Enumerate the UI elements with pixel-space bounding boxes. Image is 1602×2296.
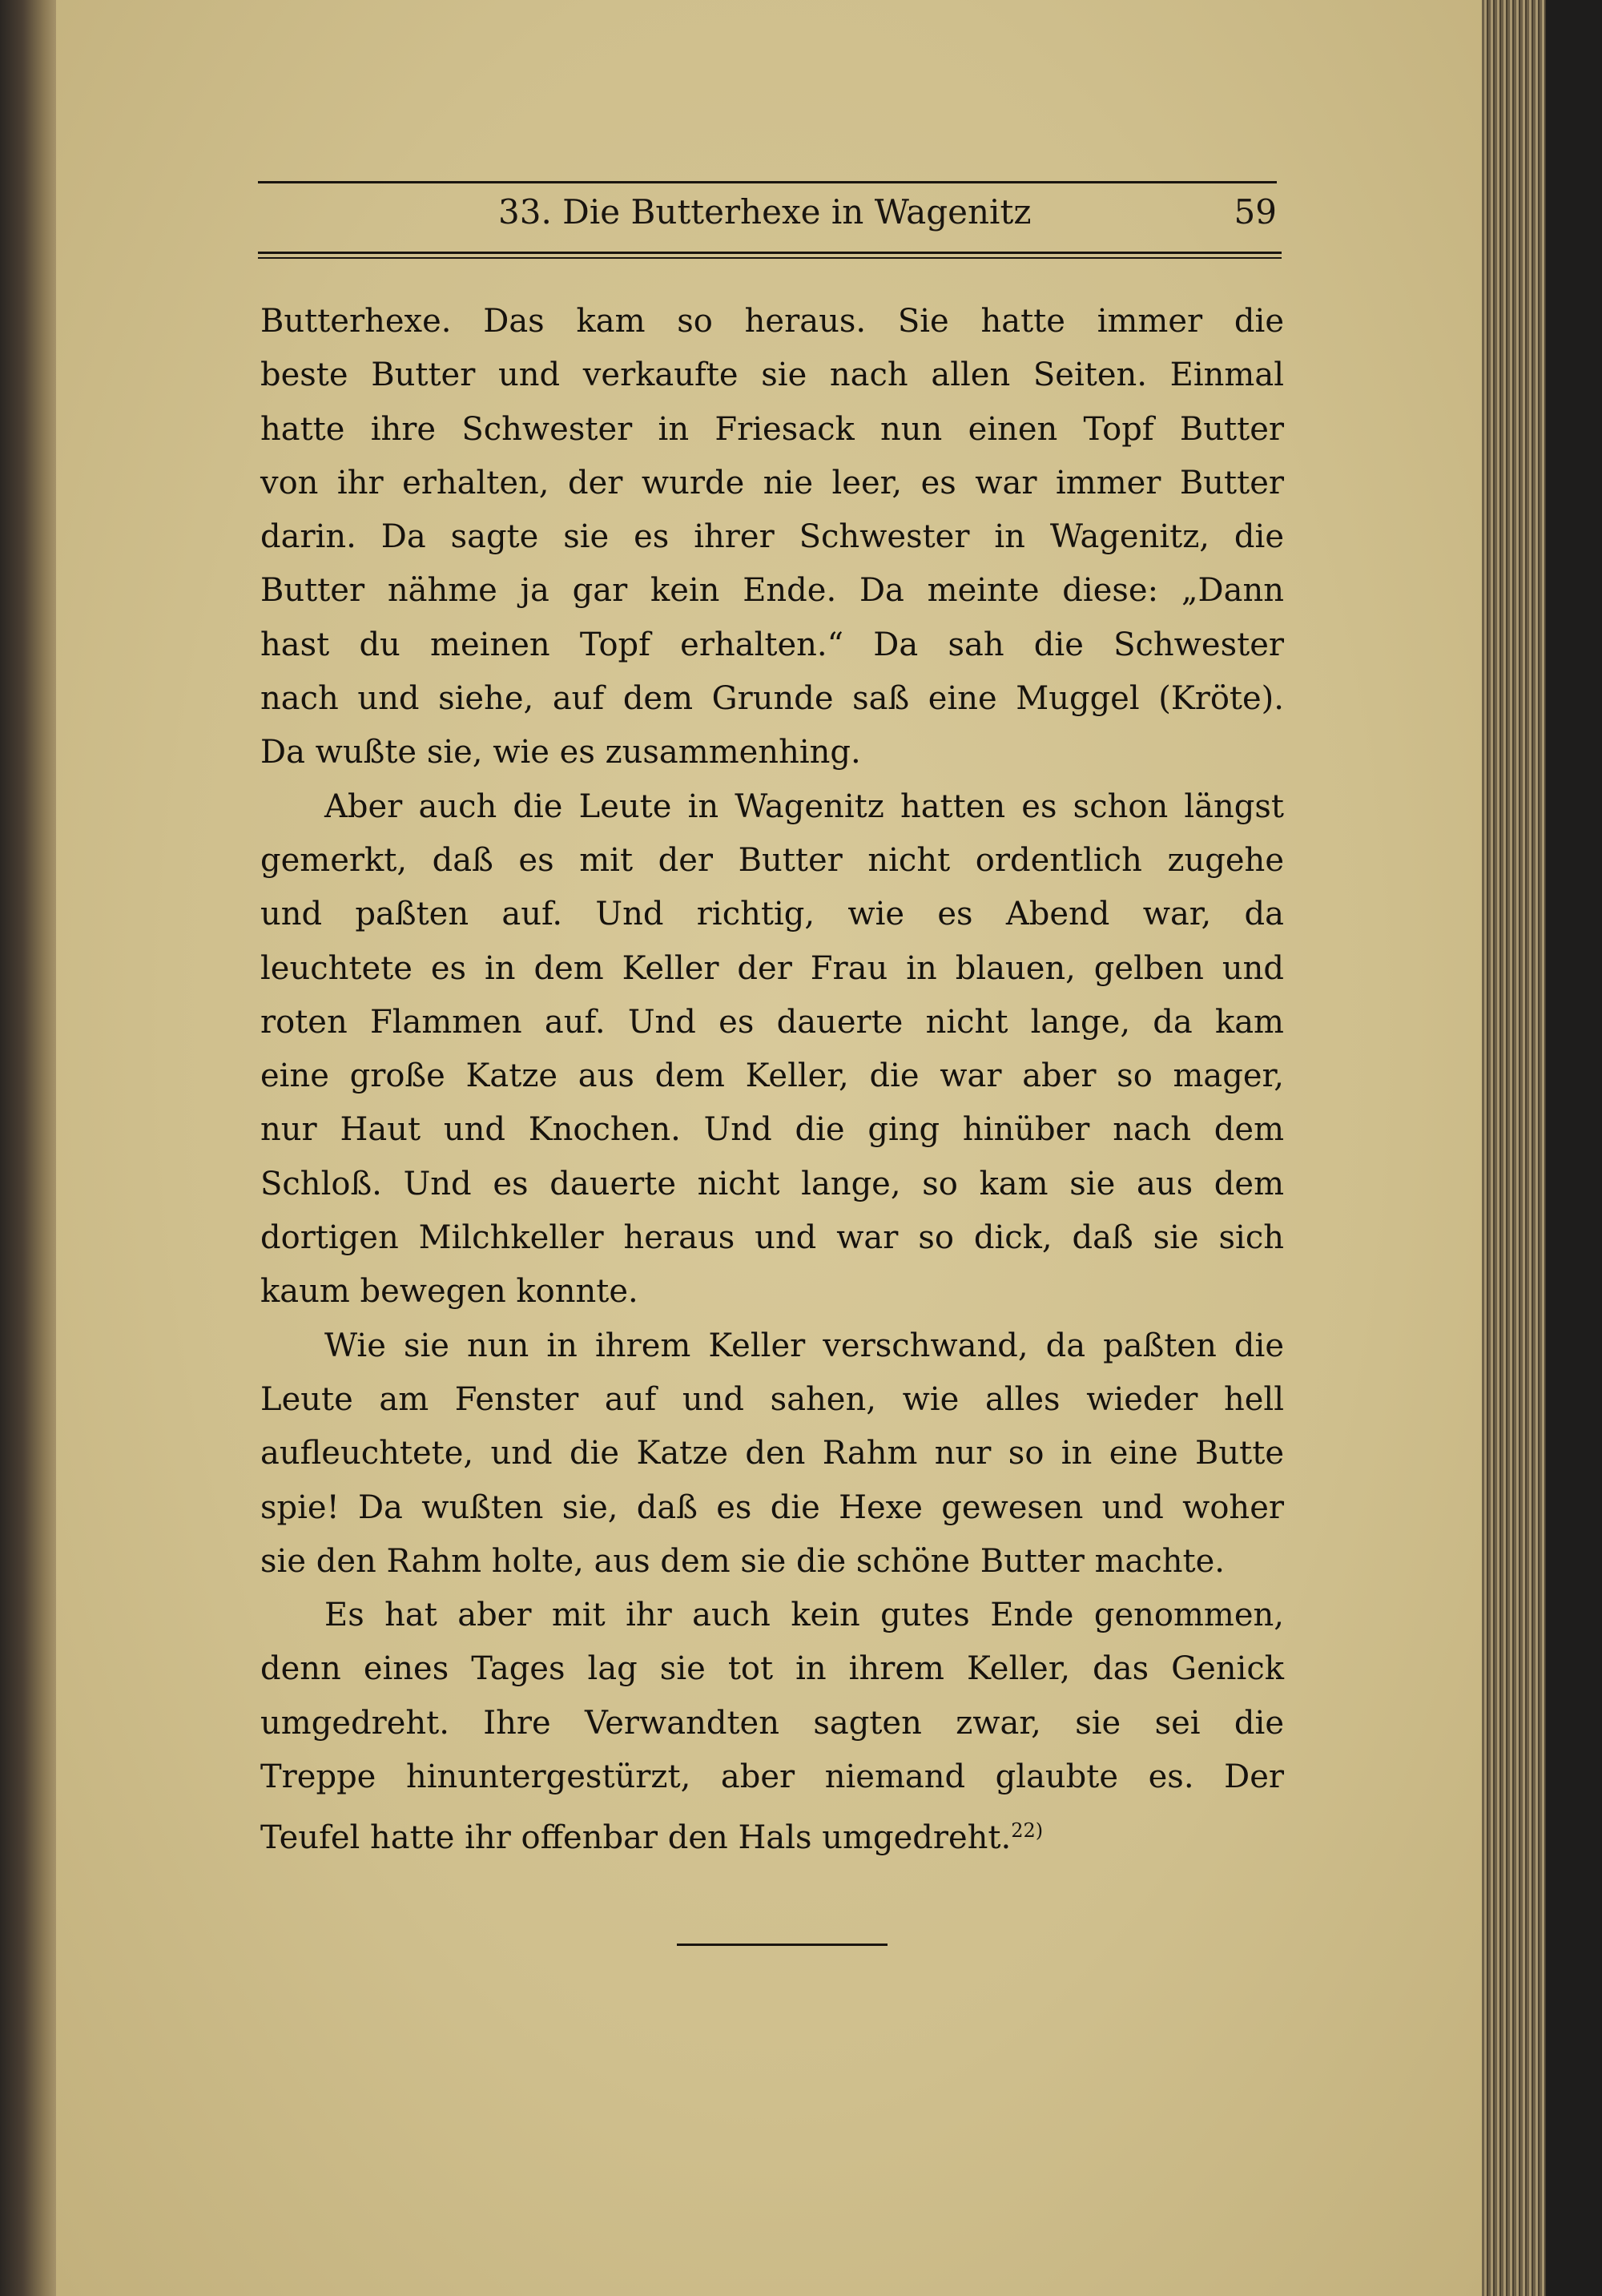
text-line [260,1804,1284,1858]
text-line [260,1211,1284,1265]
text-line [260,834,1284,888]
page-edges [1482,0,1602,2296]
text-line [260,1535,1284,1589]
text-line [260,564,1284,618]
line-text: denn eines Tages lag sie tot in ihrem Keller, das Genick [260,1650,1284,1688]
text-line [260,1049,1284,1103]
header-rule [258,181,1277,183]
text-line [260,403,1284,457]
book-spine [0,0,64,2296]
line-text: hast du meinen Topf erhalten.“ Da sah die Schwester [260,626,1284,663]
line-text: Butterhexe. Das kam so heraus. Sie hatte immer die [260,303,1284,340]
text-line [260,1427,1284,1480]
text-line [260,348,1284,402]
text-line [260,1103,1284,1157]
text-line [260,1481,1284,1535]
text-line [260,1697,1284,1750]
line-text: gemerkt, daß es mit der Butter nicht ordentlich zugehe [260,841,1284,879]
text-line [260,1158,1284,1211]
paragraph [260,1589,1284,1858]
line-text: Da wußte sie, wie es zusammenhing. [260,734,861,771]
line-text: Es hat aber mit ihr auch kein gutes Ende genommen, [324,1597,1284,1634]
line-text: und paßten auf. Und richtig, wie es Abend war, da [260,896,1284,933]
running-header [258,192,1277,240]
line-text: Treppe hinuntergestürzt, aber niemand glaubte es. Der [260,1758,1284,1796]
line-text: Leute am Fenster auf und sahen, wie alles wieder hell [260,1380,1284,1418]
line-text: umgedreht. Ihre Verwandten sagten zwar, sie sei die [260,1704,1284,1742]
text-line [260,1265,1284,1319]
text-line [260,888,1284,941]
line-text: roten Flammen auf. Und es dauerte nicht lange, da kam [260,1003,1284,1041]
line-text: Teufel hatte ihr offenbar den Hals umgedreht. [260,1819,1012,1857]
end-rule [677,1944,888,1946]
header-double-rule [258,252,1282,259]
line-text: spie! Da wußten sie, daß es die Hexe gewesen und woher [260,1488,1284,1526]
line-text: leuchtete es in dem Keller der Frau in blauen, gelben und [260,949,1284,987]
text-line [260,510,1284,564]
line-text: Schloß. Und es dauerte nicht lange, so kam sie aus dem [260,1165,1284,1202]
body-text [260,295,1284,1859]
footnote-reference: 22) [1011,1819,1044,1843]
text-line [260,996,1284,1049]
text-line [260,1750,1284,1804]
paragraph [260,780,1284,1319]
line-text: nach und siehe, auf dem Grunde saß eine Muggel (Kröte). [260,680,1284,718]
text-line [260,1319,1284,1373]
line-text: Aber auch die Leute in Wagenitz hatten es schon längst [324,787,1284,825]
line-text: kaum bewegen konnte. [260,1273,638,1311]
line-text: aufleuchtete, und die Katze den Rahm nur so in eine Butte [260,1435,1284,1472]
line-text: eine große Katze aus dem Keller, die war aber so mager, [260,1057,1284,1095]
text-line [260,1373,1284,1427]
text-line [260,1642,1284,1696]
paragraph [260,1319,1284,1589]
text-line [260,618,1284,672]
line-text: nur Haut und Knochen. Und die ging hinüber nach dem [260,1111,1284,1149]
line-text: Butter nähme ja gar kein Ende. Da meinte diese: „Dann [260,572,1284,610]
page-number: 59 [1234,192,1277,232]
text-line [260,672,1284,726]
text-line [260,1589,1284,1642]
text-line [260,726,1284,779]
text-line [260,780,1284,834]
line-text: darin. Da sagte sie es ihrer Schwester in Wagenitz, die [260,518,1284,556]
line-text: sie den Rahm holte, aus dem sie die schöne Butter machte. [260,1542,1225,1580]
line-text: hatte ihre Schwester in Friesack nun einen Topf Butter [260,410,1284,448]
text-line [260,295,1284,348]
line-text: Wie sie nun in ihrem Keller verschwand, da paßten die [324,1327,1284,1364]
text-line [260,942,1284,996]
paragraph [260,295,1284,780]
line-text: von ihr erhalten, der wurde nie leer, es war immer Butter [260,464,1284,501]
line-text: beste Butter und verkaufte sie nach allen Seiten. Einmal [260,356,1284,394]
chapter-title: 33. Die Butterhexe in Wagenitz [498,192,1032,232]
line-text: dortigen Milchkeller heraus und war so dick, daß sie sich [260,1219,1284,1257]
text-line [260,457,1284,510]
